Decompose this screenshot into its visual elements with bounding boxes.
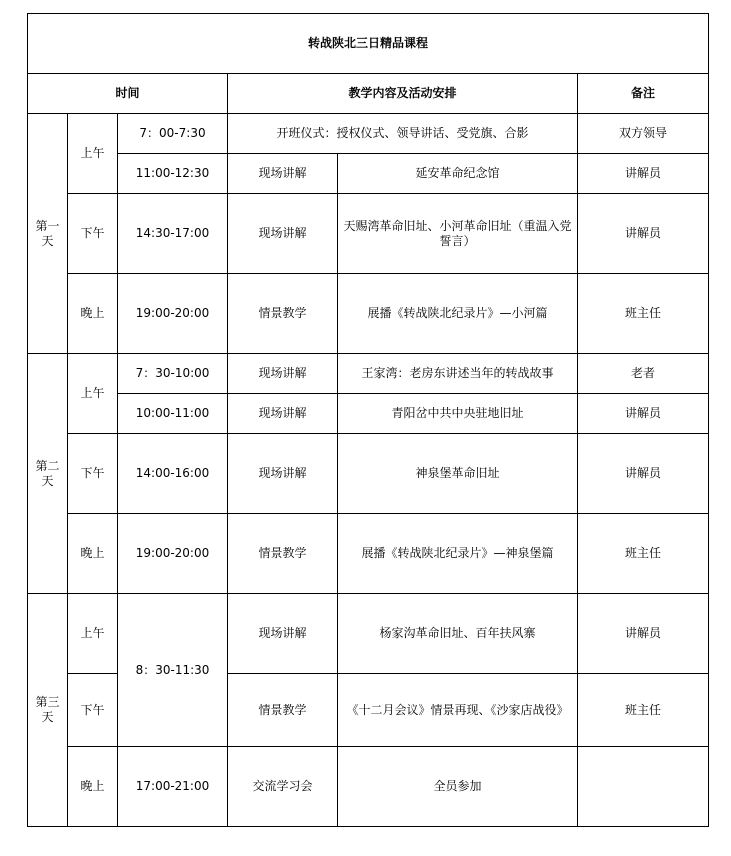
table-row <box>28 114 709 154</box>
day-label: 第二天 <box>28 354 68 594</box>
period-label: 下午 <box>68 194 118 274</box>
content-cell: 《十二月会议》情景再现、《沙家店战役》 <box>338 674 578 747</box>
note-cell: 讲解员 <box>578 394 709 434</box>
content-cell: 天赐湾革命旧址、小河革命旧址（重温入党誓言） <box>338 194 578 274</box>
time-cell: 7：00-7:30 <box>118 114 228 154</box>
note-cell: 讲解员 <box>578 434 709 514</box>
period-label: 晚上 <box>68 747 118 827</box>
note-cell: 讲解员 <box>578 594 709 674</box>
content-cell: 延安革命纪念馆 <box>338 154 578 194</box>
period-label: 上午 <box>68 594 118 674</box>
content-cell: 神泉堡革命旧址 <box>338 434 578 514</box>
period-label: 上午 <box>68 114 118 194</box>
content-cell: 展播《转战陕北纪录片》—神泉堡篇 <box>338 514 578 594</box>
time-cell: 7：30-10:00 <box>118 354 228 394</box>
period-label: 下午 <box>68 434 118 514</box>
table-row <box>28 594 709 674</box>
content-cell: 全员参加 <box>338 747 578 827</box>
period-label: 晚上 <box>68 274 118 354</box>
note-cell: 班主任 <box>578 674 709 747</box>
content-cell: 青阳岔中共中央驻地旧址 <box>338 394 578 434</box>
page-title: 转战陕北三日精品课程 <box>28 14 709 74</box>
table-row <box>28 394 709 434</box>
type-cell: 交流学习会 <box>228 747 338 827</box>
table-row <box>28 154 709 194</box>
period-label: 上午 <box>68 354 118 434</box>
time-cell: 17:00-21:00 <box>118 747 228 827</box>
note-cell: 讲解员 <box>578 194 709 274</box>
time-cell: 10:00-11:00 <box>118 394 228 434</box>
note-cell: 双方领导 <box>578 114 709 154</box>
title-row <box>28 14 709 74</box>
note-cell: 班主任 <box>578 274 709 354</box>
shared-time-cell: 8：30-11:30 <box>118 594 228 747</box>
type-cell: 情景教学 <box>228 514 338 594</box>
header-row <box>28 74 709 114</box>
time-cell: 19:00-20:00 <box>118 514 228 594</box>
type-cell: 情景教学 <box>228 274 338 354</box>
type-cell: 现场讲解 <box>228 354 338 394</box>
type-cell: 现场讲解 <box>228 394 338 434</box>
type-cell: 现场讲解 <box>228 154 338 194</box>
table-row <box>28 194 709 274</box>
content-cell: 杨家沟革命旧址、百年扶风寨 <box>338 594 578 674</box>
type-cell: 现场讲解 <box>228 594 338 674</box>
type-cell: 现场讲解 <box>228 434 338 514</box>
table-row <box>28 354 709 394</box>
content-cell: 王家湾：老房东讲述当年的转战故事 <box>338 354 578 394</box>
course-schedule-table <box>27 13 709 827</box>
table-row <box>28 274 709 354</box>
note-cell <box>578 747 709 827</box>
opening-ceremony-cell: 开班仪式：授权仪式、领导讲话、受党旗、合影 <box>228 114 578 154</box>
note-cell: 老者 <box>578 354 709 394</box>
time-cell: 14:00-16:00 <box>118 434 228 514</box>
note-cell: 班主任 <box>578 514 709 594</box>
content-cell: 展播《转战陕北纪录片》—小河篇 <box>338 274 578 354</box>
table-row <box>28 514 709 594</box>
type-cell: 情景教学 <box>228 674 338 747</box>
type-cell: 现场讲解 <box>228 194 338 274</box>
period-label: 晚上 <box>68 514 118 594</box>
table-row <box>28 747 709 827</box>
table-row <box>28 434 709 514</box>
header-notes: 备注 <box>578 74 709 114</box>
day-label: 第一天 <box>28 114 68 354</box>
header-content: 教学内容及活动安排 <box>228 74 578 114</box>
time-cell: 11:00-12:30 <box>118 154 228 194</box>
note-cell: 讲解员 <box>578 154 709 194</box>
header-time: 时间 <box>28 74 228 114</box>
period-label: 下午 <box>68 674 118 747</box>
day-label: 第三天 <box>28 594 68 827</box>
time-cell: 19:00-20:00 <box>118 274 228 354</box>
time-cell: 14:30-17:00 <box>118 194 228 274</box>
